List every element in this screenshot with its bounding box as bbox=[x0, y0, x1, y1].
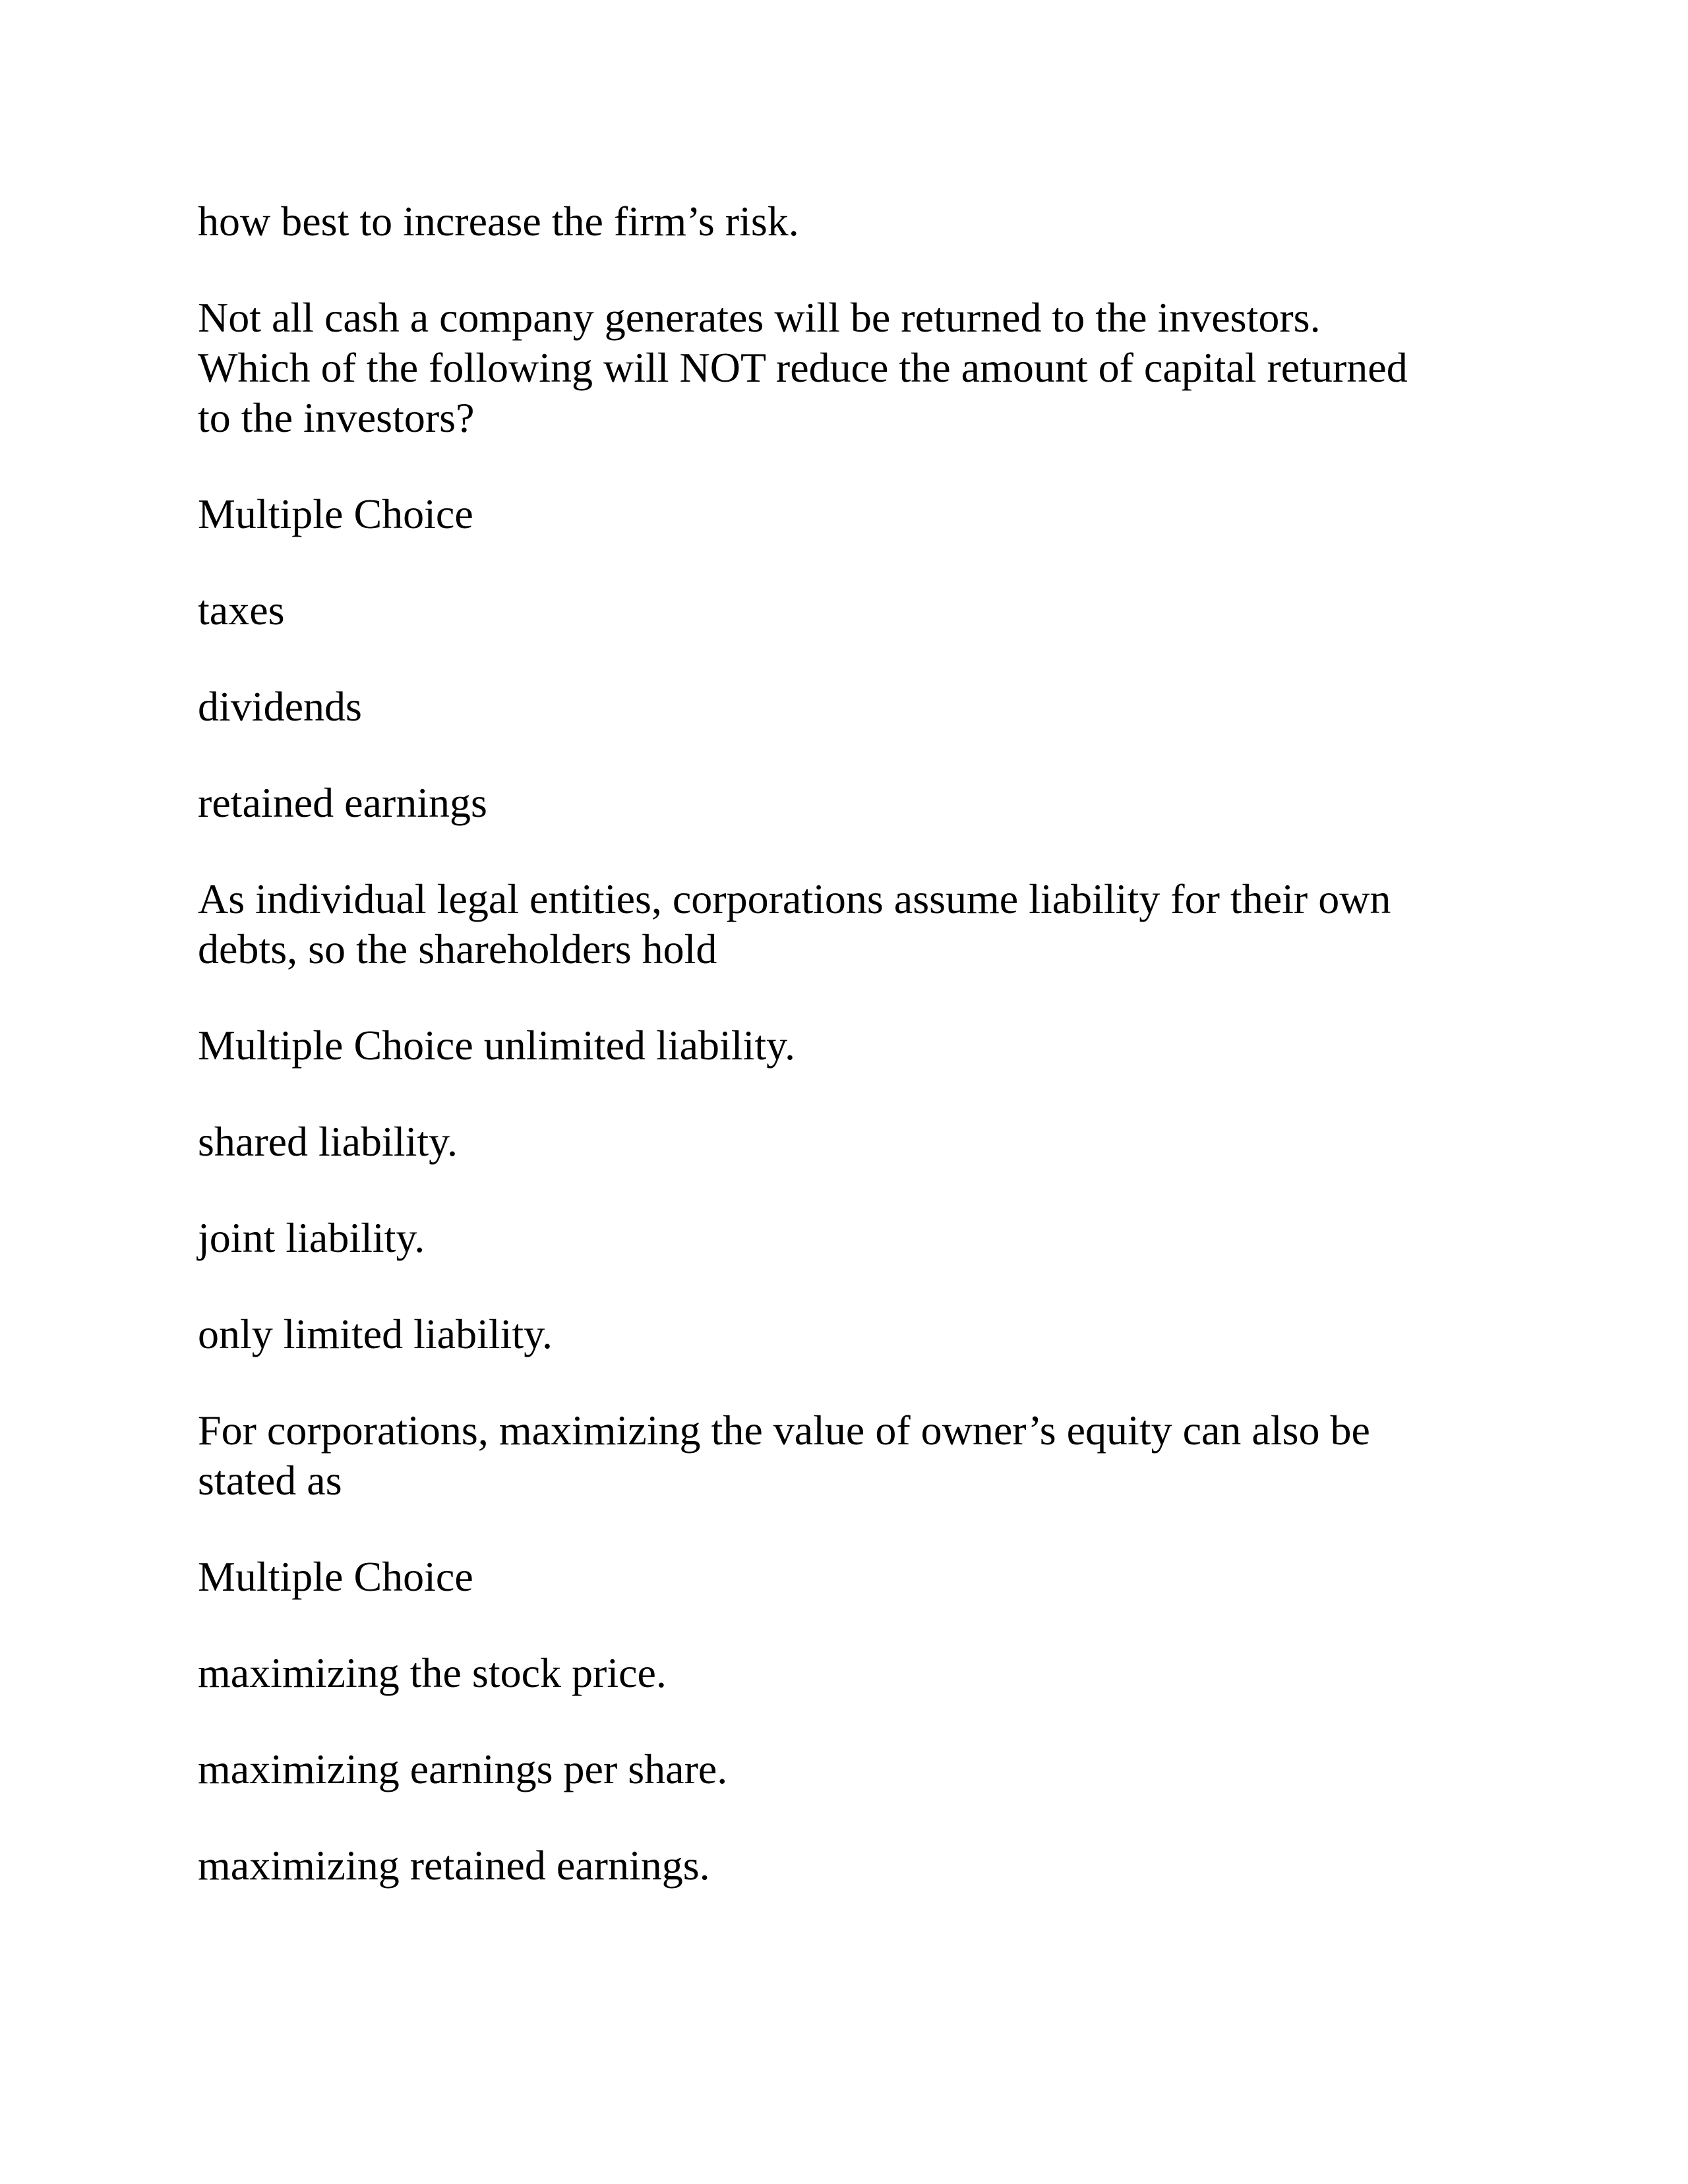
question-3-option-eps: maximizing earnings per share. bbox=[198, 1746, 728, 1792]
question-3-option-retained-earnings: maximizing retained earnings. bbox=[198, 1842, 710, 1889]
question-3-type-label: Multiple Choice bbox=[198, 1553, 473, 1600]
question-2-line-1: As individual legal entities, corporations assume liability for their own bbox=[198, 875, 1391, 922]
question-2-type-and-option-unlimited: Multiple Choice unlimited liability. bbox=[198, 1022, 795, 1069]
text-line-prior-answer: how best to increase the firm’s risk. bbox=[198, 198, 799, 245]
question-2-option-limited: only limited liability. bbox=[198, 1311, 553, 1357]
question-1-option-dividends: dividends bbox=[198, 683, 362, 730]
question-2-option-joint: joint liability. bbox=[198, 1214, 425, 1261]
question-3-line-2: stated as bbox=[198, 1457, 342, 1504]
question-2-line-2: debts, so the shareholders hold bbox=[198, 926, 717, 972]
question-1-option-retained-earnings: retained earnings bbox=[198, 779, 487, 826]
question-1-line-1: Not all cash a company generates will be returned to the investors. bbox=[198, 294, 1321, 341]
question-1-type-label: Multiple Choice bbox=[198, 490, 473, 537]
question-3-option-stock-price: maximizing the stock price. bbox=[198, 1649, 667, 1696]
question-3-line-1: For corporations, maximizing the value of owner’s equity can also be bbox=[198, 1407, 1370, 1454]
question-1-line-2: Which of the following will NOT reduce the amount of capital returned bbox=[198, 344, 1408, 391]
question-2-option-shared: shared liability. bbox=[198, 1118, 458, 1165]
question-1-option-taxes: taxes bbox=[198, 587, 285, 634]
question-1-line-3: to the investors? bbox=[198, 394, 475, 441]
